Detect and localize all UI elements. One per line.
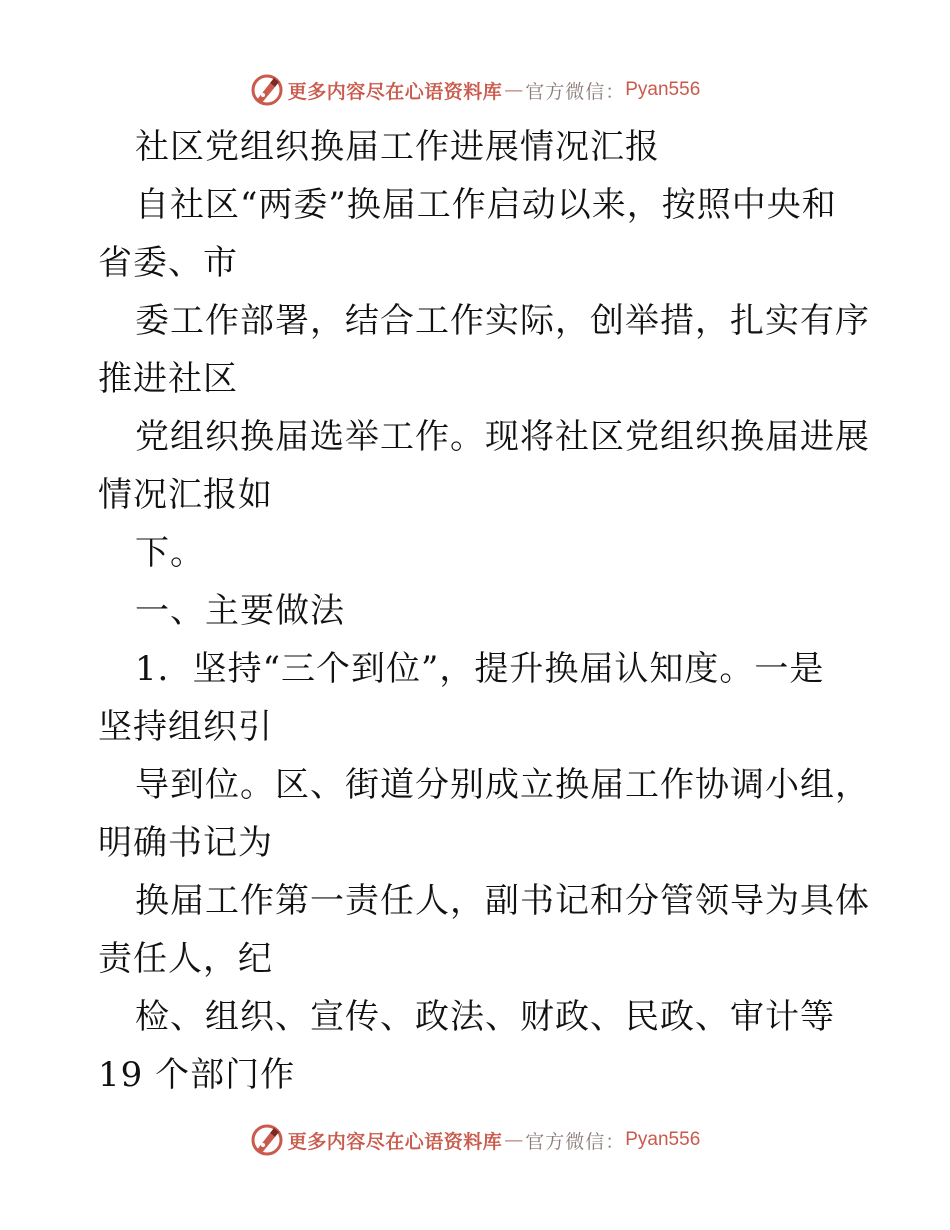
paragraph-line: 检、组织、宣传、政法、财政、民政、审计等 [135,997,835,1037]
banner-dash: — [504,79,524,101]
paragraph-line: 坚持组织引 [98,707,273,747]
pen-logo-icon [250,1123,284,1157]
paragraph-line: 委工作部署，结合工作实际，创举措，扎实有序 [135,301,870,341]
banner-lead-text: 更多内容尽在心语资料库 [287,1130,503,1153]
paragraph-line: 下。 [135,533,205,573]
paragraph-line: 明确书记为 [98,823,273,863]
banner-wechat-id: Pyan556 [625,79,701,100]
paragraph-line: 省委、市 [98,243,238,283]
paragraph-line: 导到位。区、街道分别成立换届工作协调小组， [135,765,870,805]
section-heading: 一、主要做法 [135,591,345,631]
header-banner [0,70,950,110]
document-title: 社区党组织换届工作进展情况汇报 [135,127,660,167]
paragraph-line: 情况汇报如 [98,475,273,515]
paragraph-line: 19 个部门作 [98,1055,296,1095]
paragraph-line: 责任人，纪 [98,939,273,979]
paragraph-line: 推进社区 [98,359,238,399]
paragraph-line: 1．坚持“三个到位”，提升换届认知度。一是 [135,649,825,689]
banner-wechat-id: Pyan556 [625,1129,701,1150]
footer-banner [0,1120,950,1160]
paragraph-line: 党组织换届选举工作。现将社区党组织换届进展 [135,417,870,457]
paragraph-line: 自社区“两委”换届工作启动以来，按照中央和 [135,185,837,225]
banner-official-label: 官方微信： [525,80,626,103]
pen-logo-icon [250,73,284,107]
banner-dash: — [504,1129,524,1151]
banner-lead-text: 更多内容尽在心语资料库 [287,80,503,103]
banner-official-label: 官方微信： [525,1130,626,1153]
paragraph-line: 换届工作第一责任人，副书记和分管领导为具体 [135,881,870,921]
